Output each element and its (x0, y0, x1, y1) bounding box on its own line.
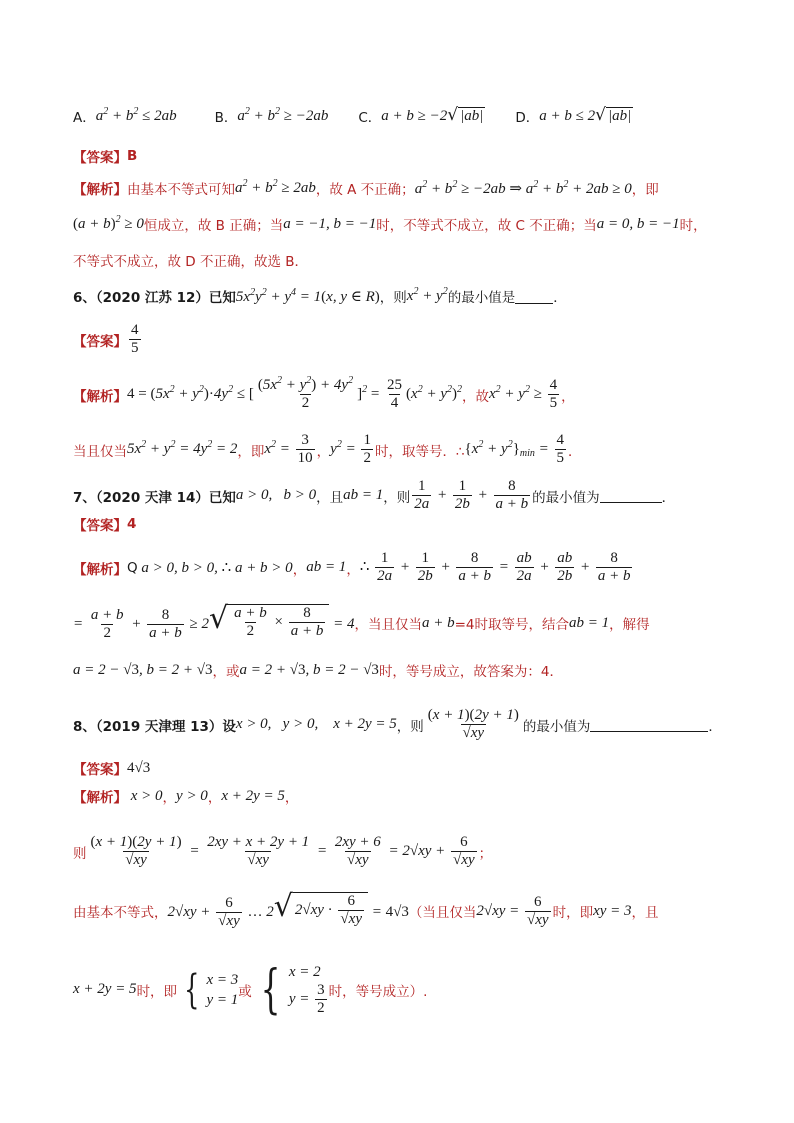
q5-answer (73, 146, 754, 166)
q6-text: ，则 (379, 290, 407, 306)
q8-formula: x + 2y = 5 (221, 787, 285, 804)
q8-text: 由基本不等式， (73, 905, 168, 922)
q7-text: ，且 (316, 489, 344, 506)
answer-blank (600, 488, 662, 503)
q8-formula: x + 2y = 5 (73, 981, 137, 997)
q7-formula: ab = 1 (343, 487, 384, 503)
option-a-label: A． (73, 110, 96, 126)
q6-question (73, 286, 754, 306)
q8-answer (73, 758, 754, 778)
option-b-label: B． (214, 110, 238, 126)
q5-analysis-text: ，即 (631, 182, 659, 198)
q7-text: =4时取等号，结合 (454, 617, 569, 634)
q8-analysis-line-4 (73, 959, 754, 1020)
q5-formula: a = 0, b = −1 (596, 215, 680, 232)
q8-text: ， (207, 790, 222, 806)
q6-number: 6、（2020 江苏 12）已知 (73, 290, 236, 306)
q7-text: ． (661, 489, 676, 506)
q7-formula: a = 2 + √3, b = 2 − √3 (239, 661, 379, 678)
system-of-equations-1: x = 3 y = 1 (206, 971, 239, 1008)
q6-formula: $5x^2y^2 + y^4 = 1(x$, y ∈ R) (235, 286, 380, 305)
q7-text: ，解得 (609, 617, 650, 634)
q7-symbol: Q (127, 559, 138, 576)
q8-analysis-line-3 (73, 889, 754, 930)
q5-formula: $(a + b)^2 \ge 0$ (73, 213, 144, 232)
q5-answer-value: B (127, 148, 138, 164)
q6-formula: $y^2$ = $\frac{1}{2}$ (330, 432, 371, 466)
q8-analysis-line-2 (73, 834, 754, 869)
q8-text: ，且 (631, 905, 659, 922)
q7-text: 的最小值为 (532, 489, 600, 506)
q8-number: 8、（2019 天津理 13）设 (73, 718, 236, 735)
q8-formula: xy = 3 (593, 902, 632, 919)
q8-text: 时，即 (136, 983, 178, 1000)
answer-label: 【答案】 (73, 762, 127, 778)
q6-text: ，故 (461, 388, 489, 405)
option-b-formula: $a^2 + b^2 \ge -2ab$ (237, 105, 329, 124)
q5-analysis-text: 恒成立，故 B 正确；当 (143, 218, 284, 234)
q5-analysis-line-2 (73, 214, 754, 234)
q8-text: 的最小值为 (522, 718, 591, 735)
q5-formula: $a^2 + b^2 \ge 2ab$ (235, 177, 316, 196)
q7-analysis-line-3 (73, 660, 754, 680)
q6-text: 当且仅当 (73, 443, 127, 460)
option-d-formula: a + b ≤ 2 √ |ab| (539, 105, 632, 125)
q8-formula: $\frac{(x + 1)(2y + 1)}{√xy}$ = $\frac{2xy + x + 2y + 1}{√xy}$ = $\frac{2xy + 6}{√xy}$ = 2√xy + $\frac{6}{√xy}$ (90, 834, 475, 868)
q7-formula: = $\frac{a + b}{2}$ + $\frac{8}{a + b}$ ≥ 2 √ $\frac{a + b}{2}$ × $\frac{8}{a + b}$ = 4 (73, 601, 355, 642)
analysis-label: 【解析】 (73, 561, 127, 578)
q5-analysis-line-3 (73, 250, 754, 270)
q8-question (73, 707, 754, 742)
q6-formula: $x^2 + y^2$ (406, 285, 448, 304)
answer-blank (590, 717, 708, 732)
q6-text: 的最小值是 (447, 290, 516, 306)
q6-text: ． (553, 290, 567, 306)
q5-analysis-text: 由基本不等式可知 (127, 182, 235, 198)
q6-formula: $\{x^2 + y^2\}_{min}$ = $\frac{4}{5}$ (464, 432, 565, 466)
option-c-label: C． (358, 110, 382, 126)
q5-analysis-text: 不等式不成立，故 D 不正确，故选 B． (73, 254, 309, 270)
q8-text: ， (284, 790, 299, 806)
q5-analysis-text: 时，不等式不成立，故 C 不正确；当 (376, 218, 597, 234)
q6-formula: $x^2$ = $\frac{3}{10}$ (264, 432, 313, 466)
q8-analysis-line-1 (73, 786, 754, 806)
q6-analysis-line-2 (73, 432, 754, 467)
q6-text: ， (316, 443, 331, 460)
q7-formula: ab = 1 (306, 559, 347, 575)
q6-formula: $4 = (5x^2 + y^2)\cdot 4y^2$ ≤ [ $\frac{(5x^2 + y^2) + 4y^2}{2}$ ]$^2$ = $\frac{25}{4}$ $(x^2 + y^2)^2$ (127, 375, 462, 411)
q8-answer-value: 4√3 (127, 759, 151, 776)
q8-formula: $\frac{(x + 1)(2y + 1)}{√xy}$ (427, 707, 519, 741)
option-a-formula: $a^2 + b^2 \le 2ab$ (95, 105, 177, 124)
q6-formula: $x^2 + y^2$ ≥ $\frac{4}{5}$ (488, 377, 558, 411)
q7-formula: a > 0, b > 0 (235, 487, 317, 503)
q7-formula: ∴ $\frac{1}{2a}$ + $\frac{1}{2b}$ + $\frac{8}{a + b}$ = $\frac{ab}{2a}$ + $\frac{ab}{2b}$ + $\frac{8}{a + b}$ (359, 550, 631, 584)
q7-text: ，当且仅当 (354, 617, 422, 634)
q7-answer-value: 4 (127, 516, 137, 532)
left-brace: { (260, 959, 281, 1020)
q8-text: ． (708, 718, 722, 735)
q8-formula: 2√xy = $\frac{6}{√xy}$ (476, 893, 549, 928)
q6-analysis-line-1 (73, 377, 754, 412)
left-brace: { (184, 966, 200, 1013)
q7-formula: $\frac{1}{2a}$ + $\frac{1}{2b}$ + $\frac{8}{a + b}$ (414, 478, 529, 512)
q5-analysis-line-1 (73, 178, 754, 198)
q7-text: ， (346, 561, 360, 578)
q8-text: 则 (73, 845, 87, 862)
option-d-label: D． (515, 110, 540, 126)
q5-analysis-text: 时， (679, 218, 707, 234)
q7-formula: a + b (421, 614, 455, 631)
q7-analysis-line-1 (73, 550, 754, 585)
q8-text: 时，即 (552, 905, 594, 922)
q5-formula: $a^2 + b^2 \ge -2ab$ ⇒ $a^2 + b^2 + 2ab \ge 0$ (414, 178, 632, 197)
q8-text: ； (478, 845, 493, 862)
q6-answer-fraction: $\frac{4}{5}$ (131, 322, 139, 356)
q6-formula: $5x^2 + y^2 = 4y^2 = 2$ (127, 439, 238, 457)
q6-text: ， (561, 388, 575, 405)
q5-formula: a = −1, b = −1 (283, 215, 377, 232)
analysis-label: 【解析】 (73, 388, 127, 405)
q7-text: ，则 (383, 489, 411, 506)
q7-formula: ab = 1 (568, 614, 610, 631)
answer-label: 【答案】 (73, 333, 127, 350)
analysis-label: 【解析】 (73, 182, 127, 198)
system-of-equations-2: x = 2 y = $\frac{3}{2}$ (288, 964, 325, 1016)
answer-blank (515, 289, 553, 304)
q6-text: ，即 (237, 443, 265, 460)
q6-answer (73, 322, 754, 357)
q7-number: 7、（2020 天津 14）已知 (73, 489, 236, 506)
q7-text: ，或 (212, 664, 240, 680)
q8-text: 时，等号成立）. (328, 983, 428, 1000)
q8-text: ，则 (396, 718, 424, 735)
q7-analysis-line-2 (73, 601, 754, 642)
option-c-formula: a + b ≥ −2 √ |ab| (381, 105, 484, 125)
q8-formula: x > 0 (127, 787, 163, 804)
q7-text: 时，等号成立，故答案为：4． (378, 664, 564, 680)
q8-formula: 2√xy + $\frac{6}{√xy}$ … 2 √ 2√xy · $\frac{6}{√xy}$ = 4√3 (167, 889, 409, 930)
q6-text: 时，取等号．∴ (374, 443, 465, 460)
analysis-label: 【解析】 (73, 790, 127, 806)
answer-label: 【答案】 (73, 150, 127, 166)
q8-text: 或 (238, 983, 252, 1000)
q5-options (73, 106, 754, 126)
q7-formula: a = 2 − √3, b = 2 + √3 (73, 661, 213, 678)
q7-text: ， (292, 561, 307, 578)
q7-formula: a > 0, b > 0, ∴ a + b > 0 (137, 560, 293, 576)
q6-text: ． (568, 443, 582, 460)
q8-text: （当且仅当 (408, 905, 477, 922)
q8-formula: y > 0 (176, 787, 208, 804)
q5-analysis-text: ，故 A 不正确； (315, 182, 415, 198)
q7-answer (73, 514, 754, 534)
q8-text: ， (162, 790, 177, 806)
q8-formula: x > 0, y > 0, x + 2y = 5 (235, 716, 397, 732)
answer-label: 【答案】 (73, 518, 127, 534)
q7-question (73, 478, 754, 513)
